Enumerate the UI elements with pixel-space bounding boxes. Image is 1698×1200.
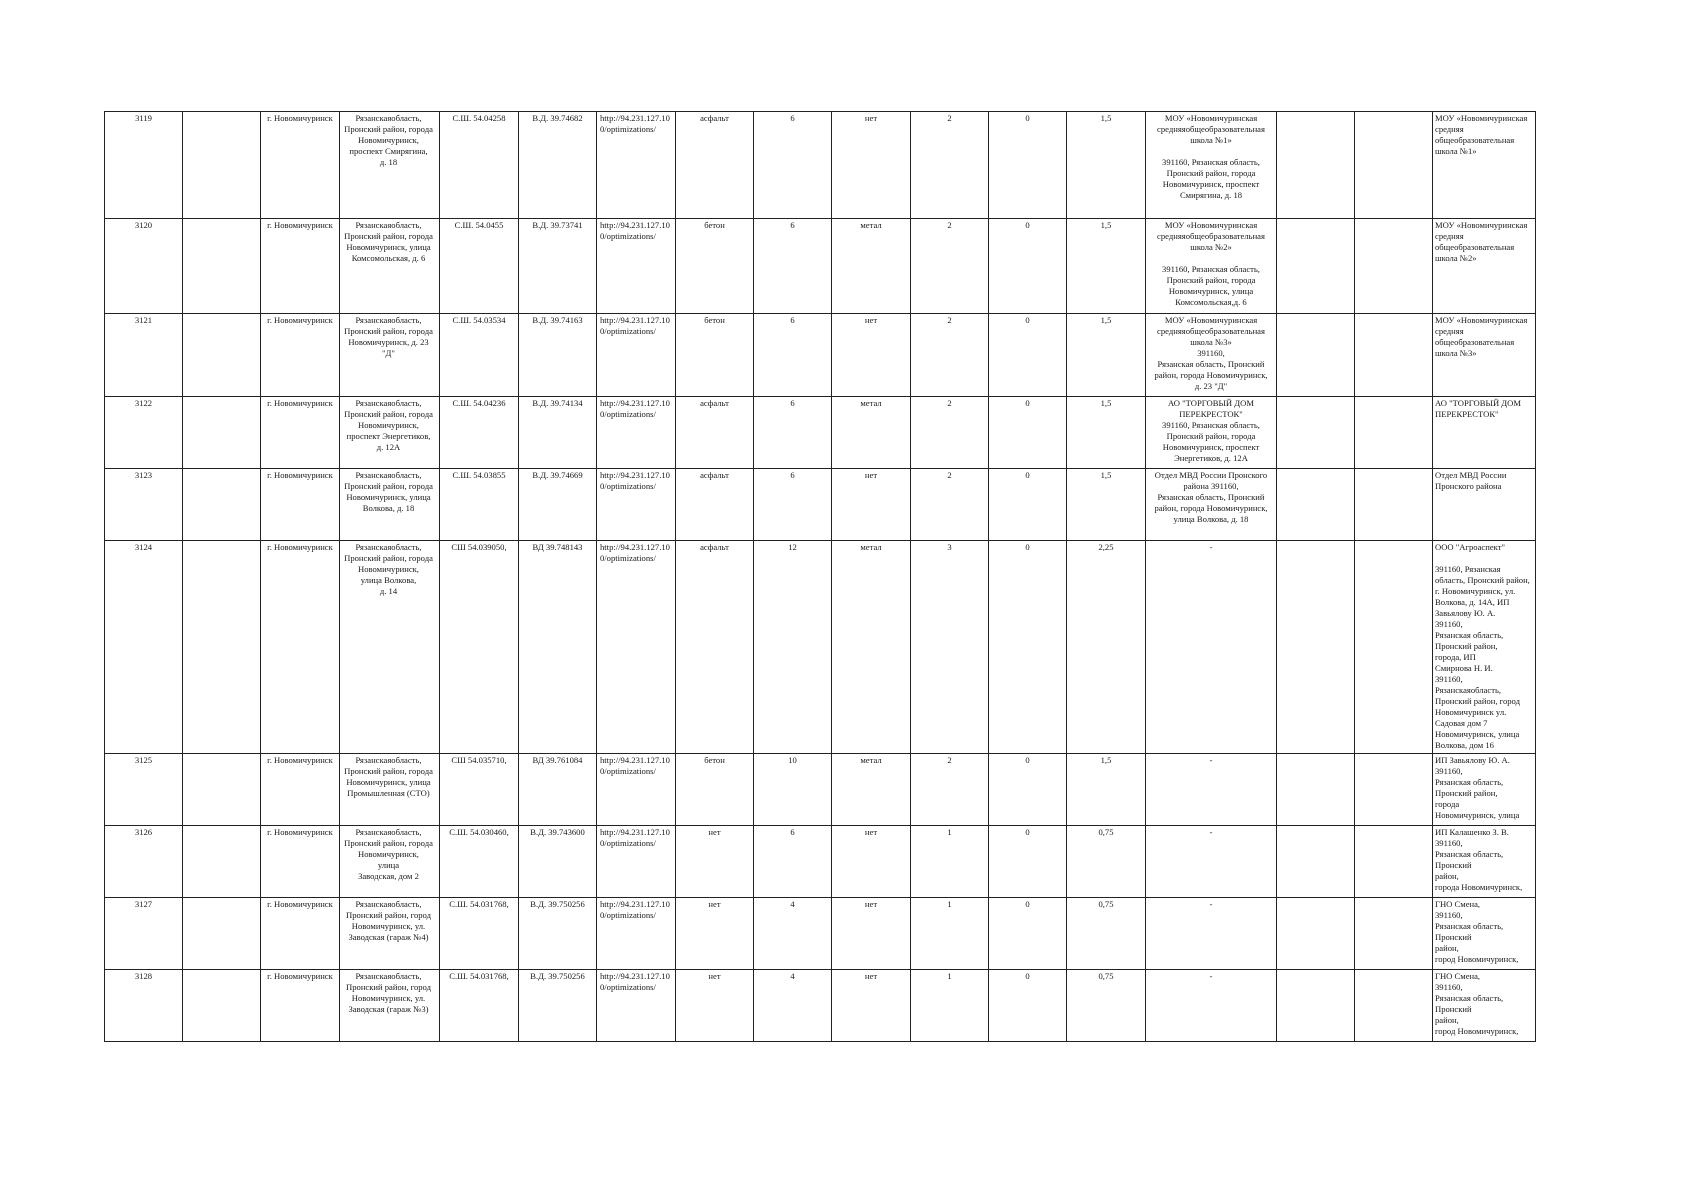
cell-locality: г. Новомичуринск bbox=[261, 314, 340, 397]
table-row bbox=[105, 469, 1536, 541]
cell-area: 6 bbox=[754, 469, 832, 541]
cell-containers: 3 bbox=[911, 541, 989, 754]
cell-address: Рязанскаяобласть, Пронский район, города Новомичуринск, улица Волкова, д. 14 bbox=[340, 541, 440, 754]
cell-col-16 bbox=[1355, 826, 1433, 898]
cell-latitude: С.Ш. 54.030460, bbox=[440, 826, 519, 898]
cell-col-16 bbox=[1355, 314, 1433, 397]
cell-latitude: СШ 54.039050, bbox=[440, 541, 519, 754]
cell-empty bbox=[183, 112, 261, 219]
cell-containers: 1 bbox=[911, 826, 989, 898]
cell-fence: нет bbox=[832, 826, 911, 898]
cell-address: Рязанскаяобласть, Пронский район, город Новомичуринск, ул. Заводская (гараж №3) bbox=[340, 970, 440, 1042]
cell-sources: ГНО Смена, 391160, Рязанская область, Пронский район, город Новомичуринск, bbox=[1433, 898, 1536, 970]
cell-col-16 bbox=[1355, 469, 1433, 541]
cell-address: Рязанскаяобласть, Пронский район, город Новомичуринск, ул. Заводская (гараж №4) bbox=[340, 898, 440, 970]
cell-empty bbox=[183, 970, 261, 1042]
cell-surface: нет bbox=[676, 826, 754, 898]
cell-col-15 bbox=[1277, 112, 1355, 219]
cell-address: Рязанскаяобласть, Пронский район, города Новомичуринск, улица Промышленная (СТО) bbox=[340, 754, 440, 826]
cell-longitude: В.Д. 39.750256 bbox=[519, 970, 597, 1042]
cell-number: 3128 bbox=[105, 970, 183, 1042]
registry-table bbox=[104, 111, 1536, 1042]
cell-containers: 2 bbox=[911, 219, 989, 314]
table-row bbox=[105, 541, 1536, 754]
cell-area: 6 bbox=[754, 314, 832, 397]
cell-sources: АО "ТОРГОВЫЙ ДОМ ПЕРЕКРЕСТОК" bbox=[1433, 397, 1536, 469]
cell-containers: 1 bbox=[911, 970, 989, 1042]
cell-area: 6 bbox=[754, 219, 832, 314]
cell-volume: 0,75 bbox=[1067, 898, 1146, 970]
cell-address: Рязанскаяобласть, Пронский район, города Новомичуринск, улица Заводская, дом 2 bbox=[340, 826, 440, 898]
cell-volume: 0,75 bbox=[1067, 970, 1146, 1042]
cell-surface: нет bbox=[676, 970, 754, 1042]
cell-sources: ООО "Агроаспект" 391160, Рязанская область, Пронский район, г. Новомичуринск, ул. Волкова, д. 14А, ИП Завьялову Ю. А. 391160, Рязанская область, Пронский район, города, ИП Смирнова Н. И. 391160, Рязанскаяобласть, Пронский район, город Новомичуринск ул. Садовая дом 7 Новомичуринск, улица Волкова, дом 16 bbox=[1433, 541, 1536, 754]
cell-empty bbox=[183, 754, 261, 826]
cell-url: http://94.231.127.10 0/optimizations/ bbox=[597, 397, 676, 469]
cell-locality: г. Новомичуринск bbox=[261, 826, 340, 898]
cell-longitude: В.Д. 39.750256 bbox=[519, 898, 597, 970]
cell-address: Рязанскаяобласть, Пронский район, города Новомичуринск, проспект Энергетиков, д. 12А bbox=[340, 397, 440, 469]
cell-number: 3123 bbox=[105, 469, 183, 541]
cell-col-15 bbox=[1277, 469, 1355, 541]
cell-latitude: С.Ш. 54.03855 bbox=[440, 469, 519, 541]
cell-col-15 bbox=[1277, 754, 1355, 826]
cell-col-16 bbox=[1355, 541, 1433, 754]
cell-url: http://94.231.127.10 0/optimizations/ bbox=[597, 970, 676, 1042]
table-row bbox=[105, 970, 1536, 1042]
cell-empty bbox=[183, 314, 261, 397]
cell-longitude: В.Д. 39.743600 bbox=[519, 826, 597, 898]
cell-col-15 bbox=[1277, 898, 1355, 970]
cell-fence: нет bbox=[832, 898, 911, 970]
cell-surface: нет bbox=[676, 898, 754, 970]
cell-volume: 1,5 bbox=[1067, 314, 1146, 397]
table-row bbox=[105, 898, 1536, 970]
cell-volume: 1,5 bbox=[1067, 469, 1146, 541]
cell-empty bbox=[183, 541, 261, 754]
cell-containers: 2 bbox=[911, 112, 989, 219]
cell-owner: - bbox=[1146, 541, 1277, 754]
cell-bunkers: 0 bbox=[989, 314, 1067, 397]
cell-col-16 bbox=[1355, 754, 1433, 826]
cell-col-16 bbox=[1355, 112, 1433, 219]
cell-col-16 bbox=[1355, 970, 1433, 1042]
cell-col-16 bbox=[1355, 898, 1433, 970]
cell-url: http://94.231.127.10 0/optimizations/ bbox=[597, 826, 676, 898]
cell-address: Рязанскаяобласть, Пронский район, города Новомичуринск, проспект Смирягина, д. 18 bbox=[340, 112, 440, 219]
cell-col-15 bbox=[1277, 219, 1355, 314]
cell-surface: асфальт bbox=[676, 112, 754, 219]
cell-longitude: ВД 39.761084 bbox=[519, 754, 597, 826]
cell-address: Рязанскаяобласть, Пронский район, города Новомичуринск, д. 23 "Д" bbox=[340, 314, 440, 397]
cell-area: 6 bbox=[754, 397, 832, 469]
cell-owner: - bbox=[1146, 826, 1277, 898]
cell-latitude: СШ 54.035710, bbox=[440, 754, 519, 826]
cell-number: 3121 bbox=[105, 314, 183, 397]
cell-locality: г. Новомичуринск bbox=[261, 219, 340, 314]
cell-bunkers: 0 bbox=[989, 541, 1067, 754]
table-row bbox=[105, 397, 1536, 469]
cell-owner: - bbox=[1146, 754, 1277, 826]
cell-volume: 1,5 bbox=[1067, 112, 1146, 219]
table-row bbox=[105, 112, 1536, 219]
cell-longitude: В.Д. 39.73741 bbox=[519, 219, 597, 314]
cell-containers: 1 bbox=[911, 898, 989, 970]
cell-surface: бетон bbox=[676, 754, 754, 826]
cell-col-15 bbox=[1277, 541, 1355, 754]
cell-bunkers: 0 bbox=[989, 397, 1067, 469]
cell-surface: асфальт bbox=[676, 541, 754, 754]
cell-sources: ИП Завьялову Ю. А. 391160, Рязанская область, Пронский район, города Новомичуринск, улица bbox=[1433, 754, 1536, 826]
cell-sources: ИП Калашенко З. В. 391160, Рязанская область, Пронский район, города Новомичуринск, bbox=[1433, 826, 1536, 898]
cell-sources: МОУ «Новомичуринская средняя общеобразовательная школа №3» bbox=[1433, 314, 1536, 397]
cell-col-16 bbox=[1355, 397, 1433, 469]
cell-longitude: ВД 39.748143 bbox=[519, 541, 597, 754]
cell-bunkers: 0 bbox=[989, 219, 1067, 314]
cell-containers: 2 bbox=[911, 469, 989, 541]
cell-volume: 1,5 bbox=[1067, 754, 1146, 826]
cell-sources: Отдел МВД России Пронского района bbox=[1433, 469, 1536, 541]
cell-number: 3119 bbox=[105, 112, 183, 219]
cell-fence: метал bbox=[832, 397, 911, 469]
cell-bunkers: 0 bbox=[989, 112, 1067, 219]
cell-number: 3125 bbox=[105, 754, 183, 826]
cell-col-16 bbox=[1355, 219, 1433, 314]
cell-locality: г. Новомичуринск bbox=[261, 469, 340, 541]
cell-number: 3124 bbox=[105, 541, 183, 754]
cell-empty bbox=[183, 397, 261, 469]
cell-volume: 1,5 bbox=[1067, 219, 1146, 314]
cell-number: 3126 bbox=[105, 826, 183, 898]
cell-empty bbox=[183, 898, 261, 970]
cell-col-15 bbox=[1277, 970, 1355, 1042]
cell-empty bbox=[183, 826, 261, 898]
cell-area: 4 bbox=[754, 898, 832, 970]
cell-url: http://94.231.127.10 0/optimizations/ bbox=[597, 898, 676, 970]
table-row bbox=[105, 754, 1536, 826]
cell-latitude: С.Ш. 54.03534 bbox=[440, 314, 519, 397]
cell-url: http://94.231.127.10 0/optimizations/ bbox=[597, 112, 676, 219]
cell-bunkers: 0 bbox=[989, 469, 1067, 541]
cell-col-15 bbox=[1277, 314, 1355, 397]
cell-latitude: С.Ш. 54.0455 bbox=[440, 219, 519, 314]
cell-number: 3120 bbox=[105, 219, 183, 314]
cell-containers: 2 bbox=[911, 397, 989, 469]
cell-number: 3122 bbox=[105, 397, 183, 469]
cell-area: 10 bbox=[754, 754, 832, 826]
cell-url: http://94.231.127.10 0/optimizations/ bbox=[597, 219, 676, 314]
cell-bunkers: 0 bbox=[989, 970, 1067, 1042]
cell-fence: метал bbox=[832, 541, 911, 754]
table-row bbox=[105, 314, 1536, 397]
cell-surface: бетон bbox=[676, 219, 754, 314]
cell-url: http://94.231.127.10 0/optimizations/ bbox=[597, 754, 676, 826]
cell-owner: Отдел МВД России Пронского района 391160, Рязанская область, Пронский район, города Новомичуринск, улица Волкова, д. 18 bbox=[1146, 469, 1277, 541]
cell-locality: г. Новомичуринск bbox=[261, 112, 340, 219]
cell-sources: МОУ «Новомичуринская средняя общеобразовательная школа №2» bbox=[1433, 219, 1536, 314]
cell-latitude: С.Ш. 54.04236 bbox=[440, 397, 519, 469]
cell-fence: метал bbox=[832, 219, 911, 314]
cell-owner: МОУ «Новомичуринская средняяобщеобразовательная школа №3» 391160, Рязанская область, Пронский район, города Новомичуринск, д. 23 "Д" bbox=[1146, 314, 1277, 397]
cell-fence: нет bbox=[832, 314, 911, 397]
cell-surface: асфальт bbox=[676, 397, 754, 469]
cell-area: 12 bbox=[754, 541, 832, 754]
cell-area: 6 bbox=[754, 112, 832, 219]
cell-latitude: С.Ш. 54.031768, bbox=[440, 970, 519, 1042]
cell-number: 3127 bbox=[105, 898, 183, 970]
cell-bunkers: 0 bbox=[989, 898, 1067, 970]
cell-latitude: С.Ш. 54.031768, bbox=[440, 898, 519, 970]
cell-col-15 bbox=[1277, 826, 1355, 898]
cell-empty bbox=[183, 219, 261, 314]
cell-longitude: В.Д. 39.74682 bbox=[519, 112, 597, 219]
cell-locality: г. Новомичуринск bbox=[261, 541, 340, 754]
cell-volume: 2,25 bbox=[1067, 541, 1146, 754]
cell-empty bbox=[183, 469, 261, 541]
cell-volume: 1,5 bbox=[1067, 397, 1146, 469]
cell-containers: 2 bbox=[911, 754, 989, 826]
cell-locality: г. Новомичуринск bbox=[261, 397, 340, 469]
cell-fence: нет bbox=[832, 469, 911, 541]
cell-surface: асфальт bbox=[676, 469, 754, 541]
cell-containers: 2 bbox=[911, 314, 989, 397]
cell-col-15 bbox=[1277, 397, 1355, 469]
cell-url: http://94.231.127.10 0/optimizations/ bbox=[597, 541, 676, 754]
cell-address: Рязанскаяобласть, Пронский район, города Новомичуринск, улица Комсомольская, д. 6 bbox=[340, 219, 440, 314]
cell-sources: ГНО Смена, 391160, Рязанская область, Пронский район, город Новомичуринск, bbox=[1433, 970, 1536, 1042]
cell-area: 6 bbox=[754, 826, 832, 898]
cell-bunkers: 0 bbox=[989, 754, 1067, 826]
cell-fence: нет bbox=[832, 970, 911, 1042]
cell-locality: г. Новомичуринск bbox=[261, 898, 340, 970]
cell-latitude: С.Ш. 54.04258 bbox=[440, 112, 519, 219]
cell-url: http://94.231.127.10 0/optimizations/ bbox=[597, 469, 676, 541]
cell-owner: МОУ «Новомичуринская средняяобщеобразовательная школа №2» 391160, Рязанская область, Пронский район, города Новомичуринск, улица Комсомольская,д. 6 bbox=[1146, 219, 1277, 314]
cell-locality: г. Новомичуринск bbox=[261, 754, 340, 826]
cell-fence: нет bbox=[832, 112, 911, 219]
cell-locality: г. Новомичуринск bbox=[261, 970, 340, 1042]
cell-bunkers: 0 bbox=[989, 826, 1067, 898]
cell-longitude: В.Д. 39.74163 bbox=[519, 314, 597, 397]
cell-fence: метал bbox=[832, 754, 911, 826]
cell-area: 4 bbox=[754, 970, 832, 1042]
cell-owner: - bbox=[1146, 970, 1277, 1042]
table-row bbox=[105, 826, 1536, 898]
cell-url: http://94.231.127.10 0/optimizations/ bbox=[597, 314, 676, 397]
cell-address: Рязанскаяобласть, Пронский район, города Новомичуринск, улица Волкова, д. 18 bbox=[340, 469, 440, 541]
cell-owner: МОУ «Новомичуринская средняяобщеобразовательная школа №1» 391160, Рязанская область, Пронский район, города Новомичуринск, проспект Смирягина, д. 18 bbox=[1146, 112, 1277, 219]
cell-volume: 0,75 bbox=[1067, 826, 1146, 898]
table-row bbox=[105, 219, 1536, 314]
cell-sources: МОУ «Новомичуринская средняя общеобразовательная школа №1» bbox=[1433, 112, 1536, 219]
cell-surface: бетон bbox=[676, 314, 754, 397]
cell-owner: - bbox=[1146, 898, 1277, 970]
cell-longitude: В.Д. 39.74669 bbox=[519, 469, 597, 541]
cell-longitude: В.Д. 39.74134 bbox=[519, 397, 597, 469]
cell-owner: АО "ТОРГОВЫЙ ДОМ ПЕРЕКРЕСТОК" 391160, Рязанская область, Пронский район, города Новомичуринск, проспект Энергетиков, д. 12А bbox=[1146, 397, 1277, 469]
